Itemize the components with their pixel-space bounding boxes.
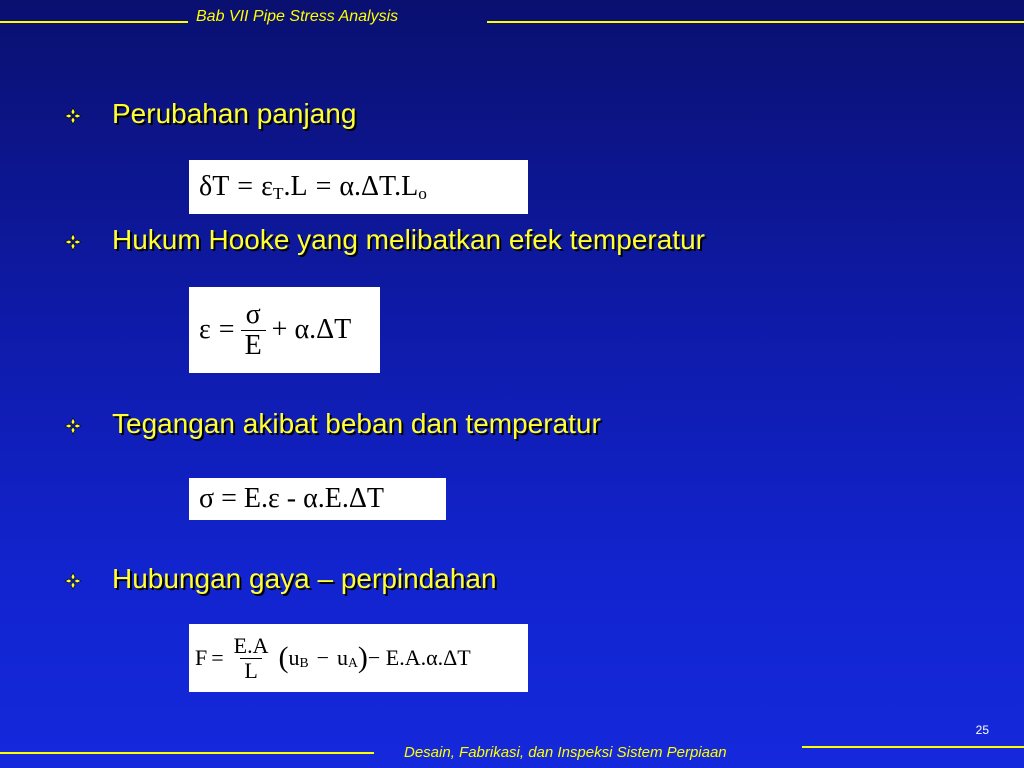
eq-subscript: o [418,183,427,203]
bullet-text: Hubungan gaya – perpindahan [112,563,497,594]
eq-subscript: A [348,655,358,671]
footer-rule-left [0,752,374,754]
page-number: 25 [975,723,989,737]
eq-term: u [288,645,300,670]
eq-term: ε [199,314,211,345]
equation-stress [189,478,446,520]
eq-denominator: L [240,658,261,682]
eq-operator: = [218,314,235,345]
eq-fraction [230,634,273,681]
eq-operator: = [315,171,332,202]
eq-fraction [241,300,266,360]
bullet-text: Perubahan panjang [112,98,357,129]
eq-operator: − [316,645,330,670]
eq-numerator: σ [245,299,261,331]
eq-term: .L [283,171,308,202]
eq-operator: = [237,171,254,202]
eq-paren: ( [278,641,289,674]
footer-rule-right [802,746,1024,748]
footer-title: Desain, Fabrikasi, dan Inspeksi Sistem Perpiaan [404,744,727,761]
bullet-hubungan-gaya [112,563,497,595]
bullet-hukum-hooke [112,224,705,256]
eq-numerator: E.A [233,633,269,659]
bullet-perubahan-panjang [112,98,356,130]
diamond-bullet-icon [64,572,82,590]
header-rule-left [0,21,188,23]
eq-subscript: B [299,655,309,671]
eq-denominator: E [241,330,266,360]
eq-term: F [195,645,208,670]
eq-term: σ = E.ε - α.E.ΔT [199,483,384,514]
eq-paren: ) [357,641,368,674]
bullet-text: Hukum Hooke yang melibatkan efek temperatur [112,224,705,255]
header-rule-right [487,21,1024,23]
eq-subscript: T [272,183,284,203]
eq-term: u [337,645,349,670]
diamond-bullet-icon [64,107,82,125]
eq-term: + α.ΔT [271,314,352,345]
diamond-bullet-icon [64,417,82,435]
eq-term: − E.A.α.ΔT [367,645,471,670]
bullet-text: Tegangan akibat beban dan temperatur [112,408,601,439]
equation-force-displacement [189,624,528,692]
diamond-bullet-icon [64,233,82,251]
bullet-tegangan [112,408,601,440]
eq-term: δT [199,171,230,202]
header-title: Bab VII Pipe Stress Analysis [196,8,399,25]
eq-operator: = [211,645,224,670]
equation-thermal-elongation [189,160,528,214]
eq-term: ε [261,171,273,202]
eq-term: α.ΔT.L [339,171,419,202]
equation-hooke-thermal [189,287,380,373]
